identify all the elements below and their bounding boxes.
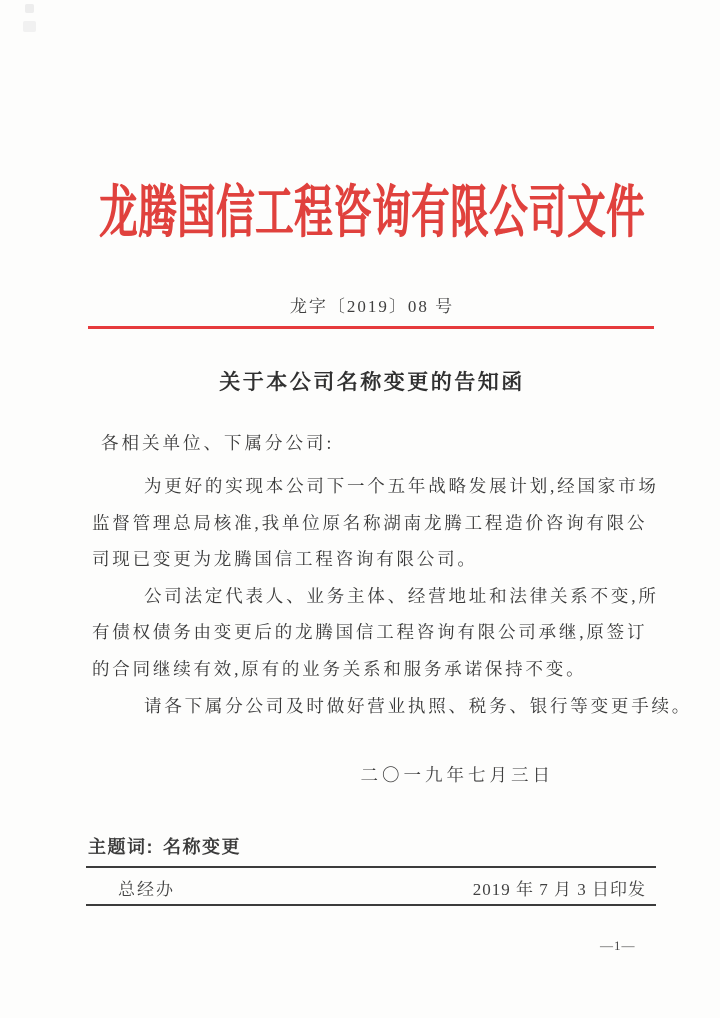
print-date: 2019 年 7 月 3 日印发 xyxy=(472,879,646,899)
document-number: 龙字〔2019〕08 号 xyxy=(289,297,455,316)
body-line: 有债权债务由变更后的龙腾国信工程咨询有限公司承继,原签订 xyxy=(92,622,648,643)
signature-date: 二〇一九年七月三日 xyxy=(360,765,554,785)
body-line: 司现已变更为龙腾国信工程咨询有限公司。 xyxy=(92,549,478,570)
scan-artifact xyxy=(25,4,34,13)
body-line: 监督管理总局核准,我单位原名称湖南龙腾工程造价咨询有限公 xyxy=(92,512,648,533)
body-text xyxy=(92,468,693,724)
subject-label: 主题词: xyxy=(88,837,154,857)
footer-divider-bottom xyxy=(86,904,656,906)
red-divider-line xyxy=(88,326,654,329)
issuing-office: 总经办 xyxy=(118,879,175,899)
page-number: —1— xyxy=(600,938,636,953)
subject-value: 名称变更 xyxy=(163,837,241,857)
footer-divider-top xyxy=(86,866,656,868)
body-line: 请各下属分公司及时做好营业执照、税务、银行等变更手续。 xyxy=(144,695,693,716)
subject-row xyxy=(88,833,241,859)
salutation: 各相关单位、下属分公司: xyxy=(101,433,335,453)
body-line: 的合同继续有效,原有的业务关系和服务承诺保持不变。 xyxy=(92,658,587,679)
footer-row xyxy=(86,873,656,901)
company-letterhead-title: 龙腾国信工程咨询有限公司文件 xyxy=(98,182,645,245)
body-line: 公司法定代表人、业务主体、经营地址和法律关系不变,所 xyxy=(144,585,659,606)
body-line: 为更好的实现本公司下一个五年战略发展计划,经国家市场 xyxy=(144,476,659,496)
document-title: 关于本公司名称变更的告知函 xyxy=(219,370,525,394)
scan-artifact xyxy=(23,21,36,32)
